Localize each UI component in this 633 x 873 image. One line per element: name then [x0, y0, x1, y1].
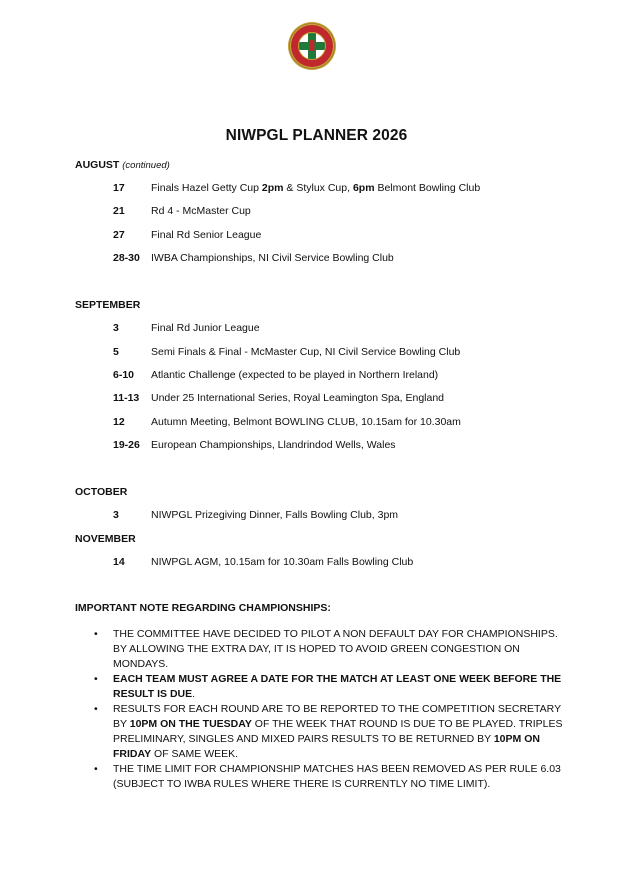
niwpgl-crest-icon — [287, 21, 337, 71]
list-item: • RESULTS FOR EACH ROUND ARE TO BE REPORTED TO THE COMPETITION SECRETARY BY 10PM ON THE TUESDAY OF THE WEEK THAT ROUND IS DUE TO BE PLAYED. TRIPLES PRELIMINARY, SINGLES AND MIXED PAIRS RESULTS TO BE RETURNED BY 10PM ON FRIDAY OF SAME WEEK. — [94, 703, 563, 760]
list-item — [94, 762, 574, 792]
event-row — [0, 556, 633, 572]
list-item: • EACH TEAM MUST AGREE A DATE FOR THE MATCH AT LEAST ONE WEEK BEFORE THE RESULT IS DUE. — [94, 673, 562, 700]
event-row — [0, 182, 633, 198]
month-heading: AUGUST — [75, 159, 120, 171]
event-row — [0, 392, 633, 408]
event-text: Final Rd Senior League — [151, 229, 262, 241]
event-date: 27 — [113, 229, 125, 241]
event-row — [0, 346, 633, 362]
event-date: 17 — [113, 182, 125, 194]
event-date: 6-10 — [113, 369, 135, 381]
month-november — [75, 533, 136, 545]
month-august — [75, 159, 170, 171]
event-text: Under 25 International Series, Royal Leamington Spa, England — [151, 392, 445, 404]
event-text: Semi Finals & Final - McMaster Cup, NI Civil Service Bowling Club — [151, 346, 461, 358]
event-row — [0, 439, 633, 455]
event-row — [0, 252, 633, 268]
event-date: 12 — [113, 416, 125, 428]
event-row — [0, 369, 633, 385]
event-date: 14 — [113, 556, 125, 568]
event-date: 3 — [113, 322, 119, 334]
event-date: 11-13 — [113, 392, 140, 404]
event-text: Rd 4 - McMaster Cup — [151, 205, 251, 217]
event-row — [0, 416, 633, 432]
event-text: IWBA Championships, NI Civil Service Bowling Club — [151, 252, 394, 264]
note-text-bold: EACH TEAM MUST AGREE A DATE FOR THE MATCH AT LEAST ONE WEEK BEFORE THE RESULT IS DUE — [113, 673, 562, 700]
event-text: NIWPGL Prizegiving Dinner, Falls Bowling Club, 3pm — [151, 509, 399, 521]
continued-note: (continued) — [122, 160, 170, 171]
event-text: European Championships, Llandrindod Wells, Wales — [151, 439, 396, 451]
list-item — [94, 627, 574, 672]
event-date: 28-30 — [113, 252, 140, 264]
page-title: NIWPGL PLANNER 2026 — [225, 127, 408, 144]
event-text: Final Rd Junior League — [151, 322, 260, 334]
event-date: 5 — [113, 346, 119, 358]
bullet-icon: • — [94, 673, 98, 685]
event-date: 19-26 — [113, 439, 140, 451]
event-row — [0, 322, 633, 338]
month-heading: OCTOBER — [75, 486, 128, 498]
note-heading: IMPORTANT NOTE REGARDING CHAMPIONSHIPS: — [75, 602, 331, 614]
bullet-icon: • — [94, 763, 98, 775]
event-text: Autumn Meeting, Belmont BOWLING CLUB, 10.15am for 10.30am — [151, 416, 461, 428]
note-list — [94, 627, 574, 792]
note-text: THE COMMITTEE HAVE DECIDED TO PILOT A NON DEFAULT DAY FOR CHAMPIONSHIPS. BY ALLOWING THE EXTRA DAY, IT IS HOPED TO AVOID GREEN CONGESTION ON MONDAYS. — [113, 628, 558, 670]
month-september — [75, 299, 140, 311]
event-row — [0, 205, 633, 221]
event-text: Finals Hazel Getty Cup 2pm & Stylux Cup, 6pm Belmont Bowling Club — [151, 182, 481, 194]
event-text: Atlantic Challenge (expected to be played in Northern Ireland) — [151, 369, 439, 381]
bullet-icon: • — [94, 703, 98, 715]
note-text: THE TIME LIMIT FOR CHAMPIONSHIP MATCHES HAS BEEN REMOVED AS PER RULE 6.03 (SUBJECT TO IWBA RULES WHERE THERE IS CURRENTLY NO TIME LIMIT). — [113, 763, 561, 790]
month-heading: SEPTEMBER — [75, 299, 141, 311]
event-date: 21 — [113, 205, 125, 217]
event-row — [0, 509, 633, 525]
month-october — [75, 486, 127, 498]
event-date: 3 — [113, 509, 119, 521]
event-text: NIWPGL AGM, 10.15am for 10.30am Falls Bowling Club — [151, 556, 414, 568]
bullet-icon: • — [94, 628, 98, 640]
event-row — [0, 229, 633, 245]
month-heading: NOVEMBER — [75, 533, 136, 545]
